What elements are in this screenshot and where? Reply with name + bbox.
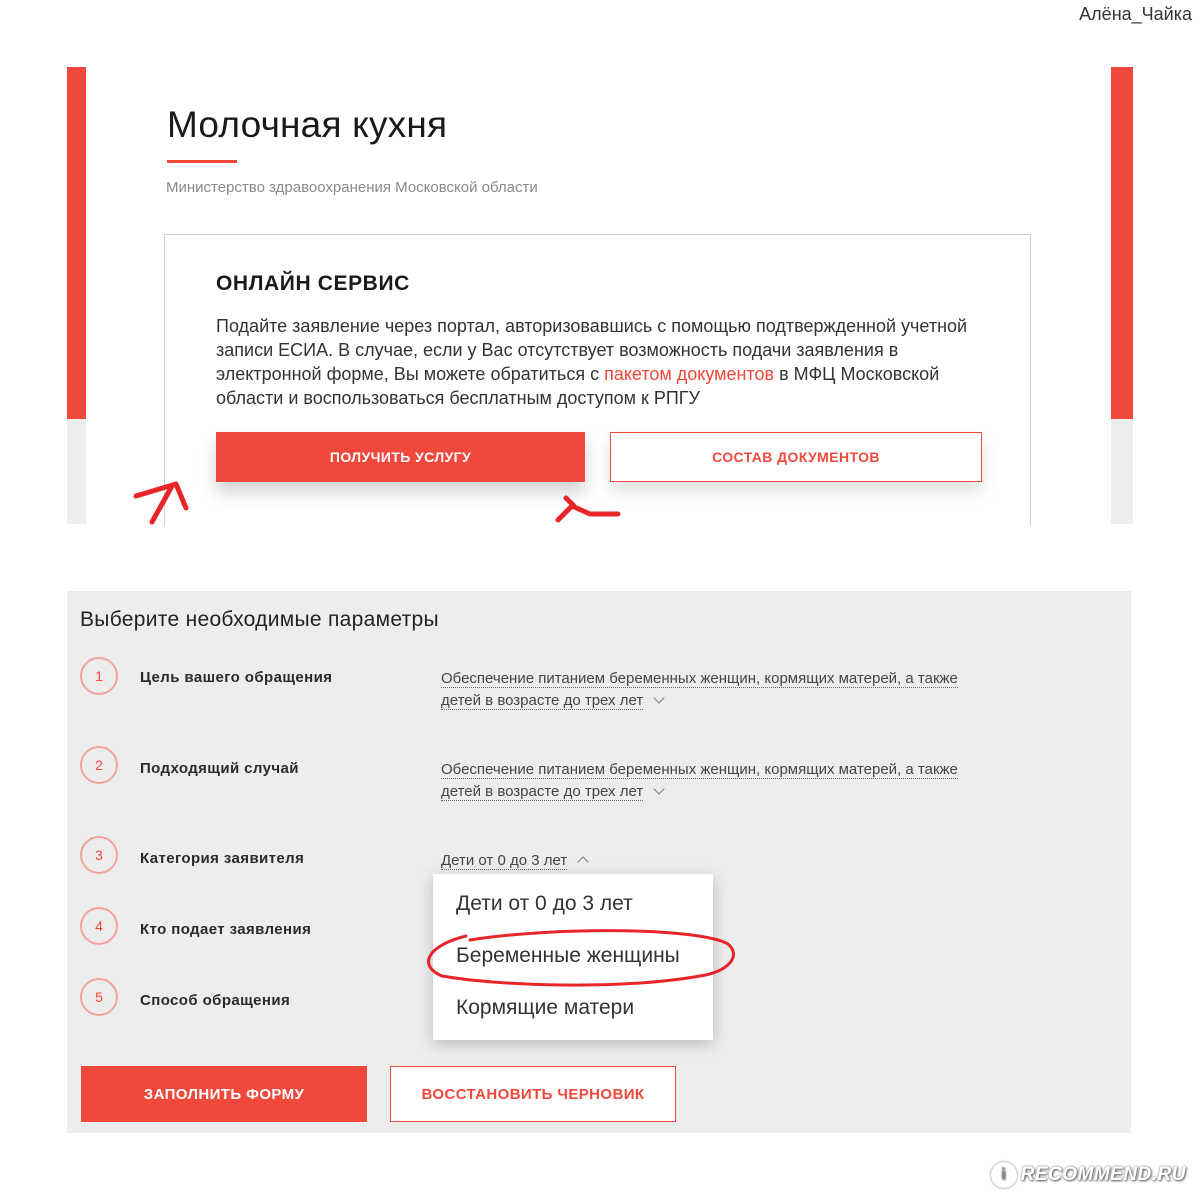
documents-list-button[interactable]: СОСТАВ ДОКУМЕНТОВ: [610, 432, 982, 482]
online-service-heading: ОНЛАЙН СЕРВИС: [216, 272, 410, 295]
chevron-up-icon: [578, 856, 589, 867]
step-5-circle: [80, 978, 118, 1016]
ministry-name: Министерство здравоохранения Московской области: [166, 179, 538, 196]
site-watermark-text: RECOMMEND.RU: [1020, 1164, 1186, 1185]
step-1-number: 1: [95, 668, 103, 684]
online-service-description: [216, 314, 976, 410]
dropdown-option-pregnant[interactable]: Беременные женщины: [456, 944, 680, 967]
step-2-label: Подходящий случай: [140, 760, 299, 777]
case-select[interactable]: [441, 759, 1031, 803]
step-3-number: 3: [95, 847, 103, 863]
purpose-select-value-line1: Обеспечение питанием беременных женщин, кормящих матерей, а также: [441, 670, 958, 687]
left-accent-bar: [67, 67, 86, 419]
applicant-category-dropdown: [433, 874, 713, 1040]
site-watermark: [991, 1162, 1186, 1188]
purpose-select[interactable]: [441, 668, 1031, 712]
page-title: Молочная кухня: [167, 104, 448, 145]
step-1-circle: [80, 657, 118, 695]
parameters-heading: Выберите необходимые параметры: [80, 608, 439, 631]
dropdown-option-children[interactable]: Дети от 0 до 3 лет: [456, 892, 633, 915]
case-select-value-line2: детей в возрасте до трех лет: [441, 783, 644, 800]
step-3-label: Категория заявителя: [140, 850, 305, 867]
case-select-value-line1: Обеспечение питанием беременных женщин, кормящих матерей, а также: [441, 761, 958, 778]
right-accent-bar: [1111, 67, 1133, 419]
chevron-down-icon: [654, 692, 665, 703]
step-2-circle: [80, 746, 118, 784]
description-text-end: в МФЦ Московской области и воспользоваться бесплатным доступом к РПГУ: [216, 364, 940, 408]
restore-draft-button[interactable]: ВОССТАНОВИТЬ ЧЕРНОВИК: [390, 1066, 676, 1122]
step-5-label: Способ обращения: [140, 992, 291, 1009]
applicant-category-value: Дети от 0 до 3 лет: [441, 852, 568, 869]
step-5-number: 5: [95, 989, 103, 1005]
step-1-label: Цель вашего обращения: [140, 669, 333, 686]
recommend-logo-icon: i: [991, 1162, 1017, 1188]
title-underline: [167, 160, 237, 163]
step-3-circle: [80, 836, 118, 874]
step-4-circle: [80, 907, 118, 945]
fill-form-button[interactable]: ЗАПОЛНИТЬ ФОРМУ: [81, 1066, 367, 1122]
get-service-button[interactable]: ПОЛУЧИТЬ УСЛУГУ: [216, 432, 585, 482]
purpose-select-value-line2: детей в возрасте до трех лет: [441, 692, 644, 709]
step-4-label: Кто подает заявления: [140, 921, 312, 938]
step-4-number: 4: [95, 918, 103, 934]
author-watermark: Алёна_Чайка: [1079, 4, 1192, 24]
chevron-down-icon: [654, 783, 665, 794]
dropdown-option-nursing[interactable]: Кормящие матери: [456, 996, 635, 1019]
documents-package-link[interactable]: пакетом документов: [604, 364, 775, 384]
applicant-category-select[interactable]: [441, 850, 1031, 872]
step-2-number: 2: [95, 757, 103, 773]
description-text-start: Подайте заявление через портал, авторизовавшись с помощью подтвержденной учетной записи ЕСИА. В случае, если у Вас отсутствует возможность подачи заявления в электронной форме, Вы можете обратиться с: [216, 316, 968, 384]
